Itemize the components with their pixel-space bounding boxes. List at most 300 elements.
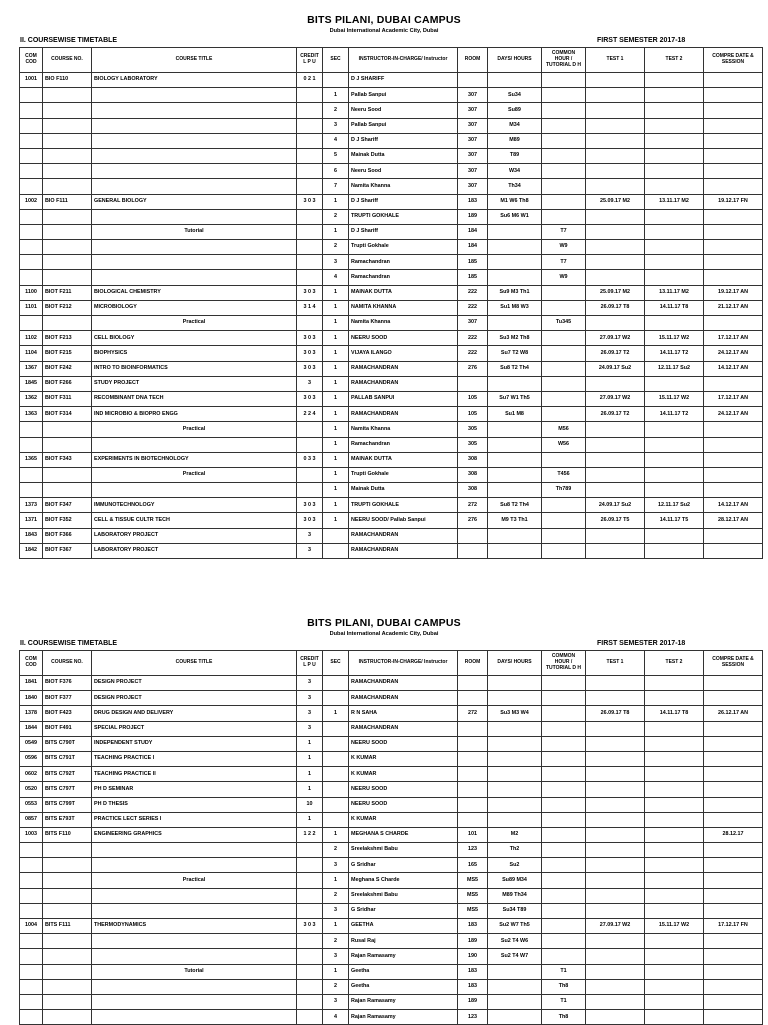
cell-comcod: 1841 (20, 676, 43, 691)
cell-test2 (645, 858, 704, 873)
cell-test1 (586, 721, 645, 736)
cell-test2: 13.11.17 M2 (645, 285, 704, 300)
cell-sec (323, 751, 349, 766)
cell-common-hour (542, 209, 586, 224)
cell-common-hour: W9 (542, 240, 586, 255)
cell-course-no: BIOT F215 (43, 346, 92, 361)
table-row (20, 543, 763, 558)
cell-days-hours (488, 452, 542, 467)
cell-days-hours (488, 751, 542, 766)
cell-test1: 24.09.17 Su2 (586, 361, 645, 376)
cell-sec: 3 (323, 118, 349, 133)
cell-test2 (645, 676, 704, 691)
cell-test1: 24.09.17 Su2 (586, 498, 645, 513)
cell-course-no (43, 964, 92, 979)
cell-course-title: EXPERIMENTS IN BIOTECHNOLOGY (92, 452, 297, 467)
cell-common-hour (542, 934, 586, 949)
cell-test1 (586, 179, 645, 194)
cell-sec: 1 (323, 331, 349, 346)
col-sec: SEC (323, 651, 349, 676)
cell-test2 (645, 903, 704, 918)
cell-course-title: INDEPENDENT STUDY (92, 736, 297, 751)
table-row (20, 133, 763, 148)
cell-common-hour (542, 751, 586, 766)
cell-instructor: TRUPTI GOKHALE (349, 209, 458, 224)
cell-sec: 1 (323, 422, 349, 437)
table-row (20, 209, 763, 224)
cell-days-hours (488, 676, 542, 691)
cell-instructor: Geetha (349, 979, 458, 994)
cell-compre (704, 903, 763, 918)
cell-sec (323, 543, 349, 558)
cell-comcod: 1365 (20, 452, 43, 467)
cell-course-title: Practical (92, 422, 297, 437)
cell-comcod: 1001 (20, 73, 43, 88)
cell-course-no: BIOT F266 (43, 376, 92, 391)
cell-course-title: Practical (92, 873, 297, 888)
cell-compre (704, 452, 763, 467)
cell-course-no: BITS C792T (43, 767, 92, 782)
cell-room: 307 (458, 164, 488, 179)
cell-sec (323, 782, 349, 797)
table-row (20, 513, 763, 528)
cell-test2 (645, 118, 704, 133)
cell-course-title (92, 103, 297, 118)
cell-days-hours (488, 316, 542, 331)
table-row (20, 179, 763, 194)
cell-credit: 3 (297, 543, 323, 558)
table-body (20, 676, 763, 1025)
cell-credit (297, 179, 323, 194)
table-row (20, 118, 763, 133)
cell-instructor: Mainak Dutta (349, 148, 458, 163)
cell-comcod: 1362 (20, 391, 43, 406)
cell-credit (297, 467, 323, 482)
col-test1: TEST 1 (586, 651, 645, 676)
cell-course-title: TEACHING PRACTICE II (92, 767, 297, 782)
cell-compre: 19.12.17 AN (704, 285, 763, 300)
section-heading: II. COURSEWISE TIMETABLE (20, 640, 118, 647)
cell-test2 (645, 133, 704, 148)
cell-test1: 26.09.17 T2 (586, 407, 645, 422)
cell-course-title: CELL BIOLOGY (92, 331, 297, 346)
cell-room (458, 543, 488, 558)
table-row (20, 331, 763, 346)
cell-test2 (645, 782, 704, 797)
cell-days-hours (488, 528, 542, 543)
cell-sec (323, 528, 349, 543)
cell-comcod (20, 255, 43, 270)
cell-test2 (645, 240, 704, 255)
cell-instructor: Geetha (349, 964, 458, 979)
table-row (20, 194, 763, 209)
cell-instructor: Rajan Ramasamy (349, 994, 458, 1009)
cell-days-hours: Su6 M6 W1 (488, 209, 542, 224)
cell-sec: 4 (323, 270, 349, 285)
cell-room: 308 (458, 452, 488, 467)
table-row (20, 934, 763, 949)
cell-credit (297, 255, 323, 270)
cell-compre (704, 767, 763, 782)
cell-sec: 7 (323, 179, 349, 194)
cell-days-hours (488, 422, 542, 437)
cell-days-hours (488, 994, 542, 1009)
cell-instructor: Trupti Gokhale (349, 467, 458, 482)
cell-comcod (20, 437, 43, 452)
cell-room: 183 (458, 979, 488, 994)
cell-compre (704, 209, 763, 224)
cell-credit (297, 964, 323, 979)
cell-course-title: TEACHING PRACTICE I (92, 751, 297, 766)
col-common-hour: COMMON HOUR / TUTORIAL D H (542, 48, 586, 73)
cell-sec: 1 (323, 361, 349, 376)
cell-comcod (20, 979, 43, 994)
cell-common-hour (542, 706, 586, 721)
cell-instructor: Namita Khanna (349, 316, 458, 331)
cell-compre: 14.12.17 AN (704, 361, 763, 376)
cell-room: 307 (458, 118, 488, 133)
cell-common-hour (542, 858, 586, 873)
cell-test2 (645, 148, 704, 163)
cell-instructor: VIJAYA ILANGO (349, 346, 458, 361)
cell-credit: 3 (297, 706, 323, 721)
cell-room: 276 (458, 513, 488, 528)
cell-sec (323, 676, 349, 691)
cell-common-hour (542, 376, 586, 391)
cell-compre (704, 979, 763, 994)
cell-instructor: Ramachandran (349, 255, 458, 270)
cell-test1 (586, 88, 645, 103)
table-row (20, 285, 763, 300)
col-course-title: COURSE TITLE (92, 651, 297, 676)
cell-course-no: BIOT F212 (43, 300, 92, 315)
cell-credit: 1 2 2 (297, 827, 323, 842)
table-row (20, 483, 763, 498)
col-instructor: INSTRUCTOR-IN-CHARGE/ Instructor (349, 48, 458, 73)
cell-instructor: Pallab Sanpui (349, 118, 458, 133)
col-test2: TEST 2 (645, 48, 704, 73)
cell-test1 (586, 209, 645, 224)
cell-course-title: INTRO TO BIOINFORMATICS (92, 361, 297, 376)
cell-compre: 24.12.17 AN (704, 346, 763, 361)
cell-credit: 3 0 3 (297, 194, 323, 209)
cell-test2 (645, 949, 704, 964)
cell-days-hours: Su1 M8 (488, 407, 542, 422)
cell-days-hours: Su9 M3 Th1 (488, 285, 542, 300)
cell-common-hour: Tu345 (542, 316, 586, 331)
cell-course-no: BIO F111 (43, 194, 92, 209)
cell-test1 (586, 1010, 645, 1025)
cell-days-hours (488, 73, 542, 88)
cell-test1 (586, 782, 645, 797)
cell-comcod: 1373 (20, 498, 43, 513)
cell-instructor: Meghana S Charde (349, 873, 458, 888)
cell-course-no (43, 118, 92, 133)
cell-common-hour (542, 346, 586, 361)
cell-compre (704, 949, 763, 964)
cell-sec: 1 (323, 194, 349, 209)
cell-credit: 3 0 3 (297, 331, 323, 346)
cell-test2 (645, 934, 704, 949)
cell-common-hour (542, 452, 586, 467)
cell-common-hour (542, 103, 586, 118)
cell-credit (297, 133, 323, 148)
cell-course-no: BIOT F347 (43, 498, 92, 513)
cell-course-title: THERMODYNAMICS (92, 919, 297, 934)
cell-credit (297, 316, 323, 331)
cell-credit (297, 1010, 323, 1025)
cell-comcod: 1100 (20, 285, 43, 300)
cell-course-title (92, 148, 297, 163)
cell-course-title: LABORATORY PROJECT (92, 543, 297, 558)
cell-course-no (43, 88, 92, 103)
cell-days-hours (488, 240, 542, 255)
table-row (20, 873, 763, 888)
cell-comcod: 1844 (20, 721, 43, 736)
cell-days-hours (488, 979, 542, 994)
cell-common-hour (542, 767, 586, 782)
cell-course-no: BIOT F367 (43, 543, 92, 558)
cell-compre: 17.12.17 AN (704, 391, 763, 406)
cell-test1 (586, 751, 645, 766)
cell-instructor: RAMACHANDRAN (349, 376, 458, 391)
cell-common-hour (542, 407, 586, 422)
cell-room (458, 676, 488, 691)
cell-instructor: TRUPTI GOKHALE (349, 498, 458, 513)
cell-room: 307 (458, 179, 488, 194)
cell-compre (704, 73, 763, 88)
cell-common-hour (542, 194, 586, 209)
cell-test1 (586, 888, 645, 903)
cell-credit: 0 2 1 (297, 73, 323, 88)
cell-course-title (92, 949, 297, 964)
cell-days-hours (488, 782, 542, 797)
cell-comcod (20, 88, 43, 103)
col-room: ROOM (458, 48, 488, 73)
table-row (20, 888, 763, 903)
cell-course-title: PH D SEMINAR (92, 782, 297, 797)
cell-course-no (43, 270, 92, 285)
cell-test1 (586, 873, 645, 888)
cell-course-title (92, 164, 297, 179)
cell-instructor: RAMACHANDRAN (349, 721, 458, 736)
cell-compre (704, 316, 763, 331)
col-compre: COMPRE DATE & SESSION (704, 651, 763, 676)
cell-days-hours: Su3 M2 Th8 (488, 331, 542, 346)
campus-address: Dubai International Academic City, Dubai (329, 631, 439, 637)
cell-course-no: BIOT F376 (43, 676, 92, 691)
table-row (20, 797, 763, 812)
cell-test2 (645, 812, 704, 827)
cell-sec: 1 (323, 285, 349, 300)
cell-room: 305 (458, 437, 488, 452)
table-row (20, 88, 763, 103)
cell-days-hours (488, 483, 542, 498)
table-row (20, 1010, 763, 1025)
cell-common-hour: W9 (542, 270, 586, 285)
table-row (20, 224, 763, 239)
cell-common-hour: Th8 (542, 1010, 586, 1025)
cell-compre (704, 858, 763, 873)
cell-credit (297, 224, 323, 239)
cell-instructor: RAMACHANDRAN (349, 407, 458, 422)
cell-common-hour (542, 797, 586, 812)
cell-common-hour (542, 543, 586, 558)
cell-days-hours: Su8 T2 Th4 (488, 361, 542, 376)
col-course-title: COURSE TITLE (92, 48, 297, 73)
cell-comcod: 1104 (20, 346, 43, 361)
table-row (20, 767, 763, 782)
cell-course-no (43, 483, 92, 498)
cell-test1 (586, 949, 645, 964)
cell-comcod (20, 994, 43, 1009)
cell-instructor: PALLAB SANPUI (349, 391, 458, 406)
cell-common-hour (542, 812, 586, 827)
cell-test1 (586, 797, 645, 812)
cell-course-title: Tutorial (92, 964, 297, 979)
col-comcod: COM COD (20, 651, 43, 676)
cell-comcod (20, 164, 43, 179)
cell-comcod (20, 148, 43, 163)
cell-test2 (645, 467, 704, 482)
cell-common-hour (542, 528, 586, 543)
cell-credit: 3 (297, 528, 323, 543)
cell-test2 (645, 827, 704, 842)
cell-comcod: 1101 (20, 300, 43, 315)
cell-comcod (20, 179, 43, 194)
cell-test2 (645, 209, 704, 224)
cell-room: 165 (458, 858, 488, 873)
cell-sec: 3 (323, 858, 349, 873)
cell-comcod (20, 873, 43, 888)
cell-test2 (645, 736, 704, 751)
cell-test1: 27.09.17 W2 (586, 391, 645, 406)
cell-instructor: Pallab Sanpui (349, 88, 458, 103)
cell-sec (323, 812, 349, 827)
cell-compre (704, 483, 763, 498)
cell-test2: 12.11.17 Su2 (645, 361, 704, 376)
cell-days-hours: Su2 T4 W7 (488, 949, 542, 964)
cell-course-title: RECOMBINANT DNA TECH (92, 391, 297, 406)
cell-instructor: NEERU SOOD/ Pallab Sanpui (349, 513, 458, 528)
cell-compre (704, 164, 763, 179)
cell-comcod (20, 888, 43, 903)
cell-compre (704, 751, 763, 766)
cell-course-title (92, 118, 297, 133)
cell-course-title (92, 858, 297, 873)
cell-common-hour (542, 118, 586, 133)
table-row (20, 148, 763, 163)
cell-course-no (43, 949, 92, 964)
cell-sec (323, 797, 349, 812)
cell-credit: 2 2 4 (297, 407, 323, 422)
cell-course-title: ENGINEERING GRAPHICS (92, 827, 297, 842)
cell-common-hour: M56 (542, 422, 586, 437)
cell-compre (704, 255, 763, 270)
cell-course-no (43, 934, 92, 949)
cell-compre (704, 528, 763, 543)
cell-compre (704, 994, 763, 1009)
campus-address: Dubai International Academic City, Dubai (329, 28, 439, 34)
cell-room (458, 797, 488, 812)
cell-common-hour (542, 331, 586, 346)
cell-course-no (43, 1010, 92, 1025)
cell-room: 185 (458, 270, 488, 285)
cell-course-title (92, 1010, 297, 1025)
cell-sec (323, 73, 349, 88)
table-row (20, 346, 763, 361)
cell-sec: 2 (323, 888, 349, 903)
cell-comcod (20, 949, 43, 964)
cell-common-hour (542, 676, 586, 691)
cell-instructor: D J Shariff (349, 224, 458, 239)
cell-room (458, 736, 488, 751)
cell-days-hours: Su7 T2 W8 (488, 346, 542, 361)
cell-comcod: 1004 (20, 919, 43, 934)
cell-course-no: BIOT F423 (43, 706, 92, 721)
cell-compre: 24.12.17 AN (704, 407, 763, 422)
cell-test1 (586, 543, 645, 558)
cell-sec: 3 (323, 949, 349, 964)
cell-room: MS5 (458, 873, 488, 888)
cell-days-hours (488, 767, 542, 782)
cell-days-hours: Su8 T2 Th4 (488, 498, 542, 513)
cell-compre (704, 133, 763, 148)
cell-comcod (20, 240, 43, 255)
cell-room: MS5 (458, 903, 488, 918)
cell-comcod: 1363 (20, 407, 43, 422)
cell-common-hour: T1 (542, 994, 586, 1009)
cell-room: 222 (458, 300, 488, 315)
cell-credit (297, 994, 323, 1009)
cell-instructor: GEETHA (349, 919, 458, 934)
cell-days-hours: M1 W6 Th8 (488, 194, 542, 209)
cell-test1: 26.09.17 T5 (586, 513, 645, 528)
cell-test2 (645, 376, 704, 391)
cell-sec: 1 (323, 407, 349, 422)
cell-credit: 10 (297, 797, 323, 812)
table-row (20, 73, 763, 88)
cell-test2 (645, 437, 704, 452)
cell-common-hour: T7 (542, 224, 586, 239)
cell-course-no (43, 103, 92, 118)
table-row (20, 528, 763, 543)
cell-room: 222 (458, 346, 488, 361)
cell-compre (704, 812, 763, 827)
cell-sec: 2 (323, 934, 349, 949)
cell-compre (704, 376, 763, 391)
cell-course-no (43, 209, 92, 224)
cell-test2 (645, 483, 704, 498)
cell-credit (297, 164, 323, 179)
cell-credit (297, 103, 323, 118)
cell-course-title: BIOPHYSICS (92, 346, 297, 361)
cell-credit: 3 0 3 (297, 285, 323, 300)
cell-test1 (586, 676, 645, 691)
cell-instructor: RAMACHANDRAN (349, 543, 458, 558)
cell-test2 (645, 691, 704, 706)
cell-room: 105 (458, 391, 488, 406)
col-days-hours: DAYS/ HOURS (488, 48, 542, 73)
cell-room: 189 (458, 934, 488, 949)
cell-instructor: MAINAK DUTTA (349, 285, 458, 300)
cell-course-no: BITS F110 (43, 827, 92, 842)
cell-common-hour (542, 285, 586, 300)
table-row (20, 376, 763, 391)
cell-sec: 1 (323, 483, 349, 498)
cell-course-no (43, 903, 92, 918)
cell-comcod: 1371 (20, 513, 43, 528)
